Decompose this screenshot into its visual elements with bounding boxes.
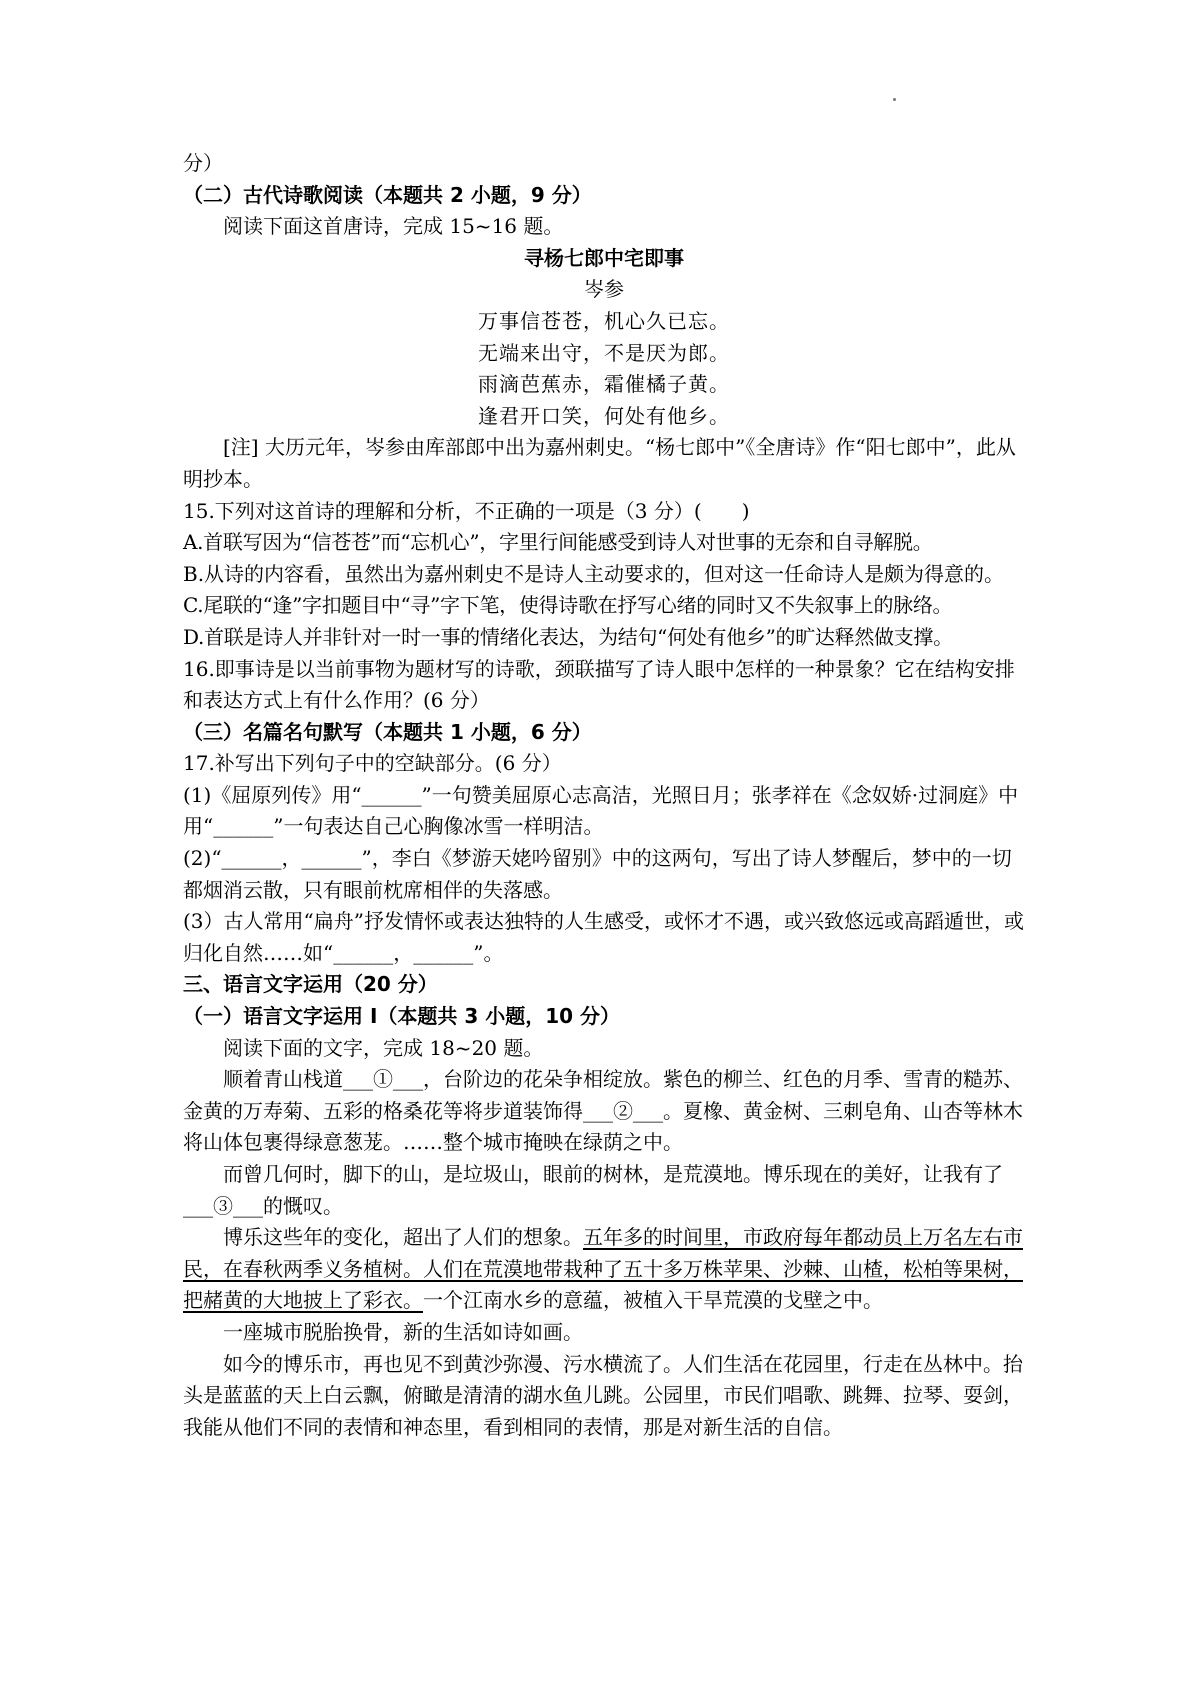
instruction-poetry: 阅读下面这首唐诗，完成 15~16 题。 — [223, 214, 564, 239]
passage-p3-lead: 博乐这些年的变化，超出了人们的想象。 — [223, 1225, 583, 1250]
instruction-language: 阅读下面的文字，完成 18~20 题。 — [223, 1035, 544, 1060]
section-heading-poetry: （二）古代诗歌阅读（本题共 2 小题，9 分） — [183, 182, 592, 207]
option-d: D.首联是诗人并非针对一时一事的情绪化表达，为结句“何处有他乡”的旷达释然做支撑。 — [183, 624, 953, 649]
section-heading-dictation: （三）名篇名句默写（本题共 1 小题，6 分） — [183, 719, 592, 744]
section-heading-language-1: （一）语言文字运用 I（本题共 3 小题，10 分） — [183, 1004, 621, 1029]
passage-paragraph-3 — [183, 1222, 1025, 1317]
poem-note: [注] 大历元年，岑参由库部郎中出为嘉州刺史。“杨七郎中”《全唐诗》作“阳七郎中”，此从明抄本。 — [183, 435, 1016, 491]
underlined-sentence: 五年多的时间里，市政府每年都动员上万名左右市民，在春秋两季义务植树。人们在荒漠地带栽种了五十多万株苹果、沙棘、山楂，松柏等果树，把赭黄的大地披上了彩衣。 — [183, 1225, 1023, 1313]
continued-text: 分） — [183, 151, 223, 175]
dictation-item-1: (1)《屈原列传》用“______”一句赞美屈原心志高洁，光照日月；张孝祥在《念奴娇·过洞庭》中用“______”一句表达自己心胸像冰雪一样明洁。 — [183, 782, 1019, 839]
scan-dot — [893, 98, 896, 101]
poem-line-3: 雨滴芭蕉赤，霜催橘子黄。 — [478, 372, 730, 397]
page-content — [183, 148, 1025, 1443]
passage-paragraph-4: 一座城市脱胎换骨，新的生活如诗如画。 — [223, 1319, 583, 1344]
question-16: 16.即事诗是以当前事物为题材写的诗歌，颈联描写了诗人眼中怎样的一种景象？它在结构安排和表达方式上有什么作用？(6 分） — [183, 656, 1015, 713]
option-b: B.从诗的内容看，虽然出为嘉州刺史不是诗人主动要求的，但对这一任命诗人是颇为得意的。 — [183, 561, 1005, 586]
poem-line-1: 万事信苍苍，机心久已忘。 — [478, 308, 730, 333]
poem-author: 岑参 — [584, 277, 624, 302]
passage-paragraph-1: 顺着青山栈道___①___，台阶边的花朵争相绽放。紫色的柳兰、红色的月季、雪青的糙苏、金黄的万寿菊、五彩的格桑花等将步道装饰得___②___。夏橡、黄金树、三刺皂角、山杏等林木将山体包裹得绿意葱茏。……整个城市掩映在绿荫之中。 — [183, 1067, 1023, 1155]
passage-p3-tail: 一个江南水乡的意蕴，被植入干旱荒漠的戈壁之中。 — [423, 1288, 883, 1313]
part-heading-language: 三、语言文字运用（20 分） — [183, 972, 438, 997]
passage-paragraph-2: 而曾几何时，脚下的山，是垃圾山，眼前的树林，是荒漠地。博乐现在的美好，让我有了___③___的慨叹。 — [183, 1162, 1003, 1218]
option-c: C.尾联的“逢”字扣题目中“寻”字下笔，使得诗歌在抒写心绪的同时又不失叙事上的脉络。 — [183, 593, 953, 618]
option-a: A.首联写因为“信苍苍”而“忘机心”，字里行间能感受到诗人对世事的无奈和自寻解脱。 — [183, 530, 933, 555]
question-17: 17.补写出下列句子中的空缺部分。(6 分） — [183, 751, 562, 776]
question-15: 15.下列对这首诗的理解和分析，不正确的一项是（3 分）( ) — [183, 498, 750, 523]
poem-line-4: 逢君开口笑，何处有他乡。 — [478, 403, 730, 428]
poem-title: 寻杨七郎中宅即事 — [524, 245, 684, 270]
dictation-item-2: (2)“______，______”，李白《梦游天姥吟留别》中的这两句，写出了诗人梦醒后，梦中的一切都烟消云散，只有眼前枕席相伴的失落感。 — [183, 846, 1012, 902]
passage-paragraph-5: 如今的博乐市，再也见不到黄沙弥漫、污水横流了。人们生活在花园里，行走在丛林中。抬头是蓝蓝的天上白云飘，俯瞰是清清的湖水鱼儿跳。公园里，市民们唱歌、跳舞、拉琴、耍剑，我能从他们不同的表情和神态里，看到相同的表情，那是对新生活的自信。 — [183, 1351, 1023, 1439]
dictation-item-3: (3）古人常用“扁舟”抒发情怀或表达独特的人生感受，或怀才不遇，或兴致悠远或高蹈遁世，或归化自然……如“______，______”。 — [183, 909, 1024, 965]
poem-line-2: 无端来出守，不是厌为郎。 — [478, 340, 730, 365]
